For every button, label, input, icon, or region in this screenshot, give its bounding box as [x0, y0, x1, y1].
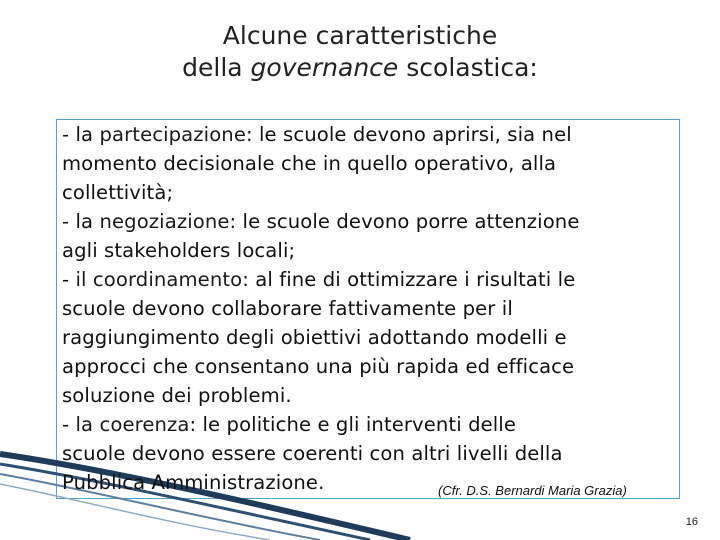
text-fragment: : le scuole devono porre attenzione — [229, 210, 580, 233]
keyword-coerenza: la coerenza — [75, 413, 190, 436]
title-line-2 — [0, 52, 720, 84]
text-line — [62, 265, 680, 294]
text-line: scuole devono collaborare fattivamente per il — [62, 297, 513, 320]
keyword-coordinamento: il coordinamento — [75, 268, 243, 291]
title-italic-word: governance — [250, 53, 399, 82]
text-line: Pubblica Amministrazione. — [62, 471, 325, 494]
text-line: collettività; — [62, 181, 174, 204]
text-line: scuole devono essere coerenti con altri livelli della — [62, 442, 563, 465]
text-fragment: : le scuole devono aprirsi, sia nel — [245, 123, 572, 146]
text-line: momento decisionale che in quello operativo, alla — [62, 152, 557, 175]
text-line: agli stakeholders locali; — [62, 239, 296, 262]
text-fragment: : le politiche e gli interventi delle — [189, 413, 517, 436]
bullet-prefix: - la — [62, 123, 100, 146]
page-number: 16 — [685, 516, 698, 528]
slide-title — [0, 20, 720, 84]
text-line — [62, 410, 680, 439]
text-line: raggiungimento degli obiettivi adottando modelli e — [62, 326, 567, 349]
keyword-negoziazione: negoziazione — [99, 210, 230, 233]
text-line: soluzione dei problemi. — [62, 384, 292, 407]
bullet-prefix: - — [62, 413, 76, 436]
text-line — [62, 120, 680, 149]
body-text — [62, 120, 680, 497]
title-line-2-prefix: della — [182, 53, 251, 82]
text-line: approcci che consentano una più rapida ed efficace — [62, 355, 575, 378]
title-line-1: Alcune caratteristiche — [222, 21, 498, 50]
keyword-partecipazione: partecipazione — [99, 123, 246, 146]
text-line — [62, 207, 680, 236]
bullet-prefix: - la — [62, 210, 100, 233]
title-line-2-suffix: scolastica: — [398, 53, 538, 82]
citation: (Cfr. D.S. Bernardi Maria Grazia) — [438, 483, 627, 498]
text-fragment: : al fine di ottimizzare i risultati le — [242, 268, 576, 291]
bullet-prefix: - — [62, 268, 76, 291]
